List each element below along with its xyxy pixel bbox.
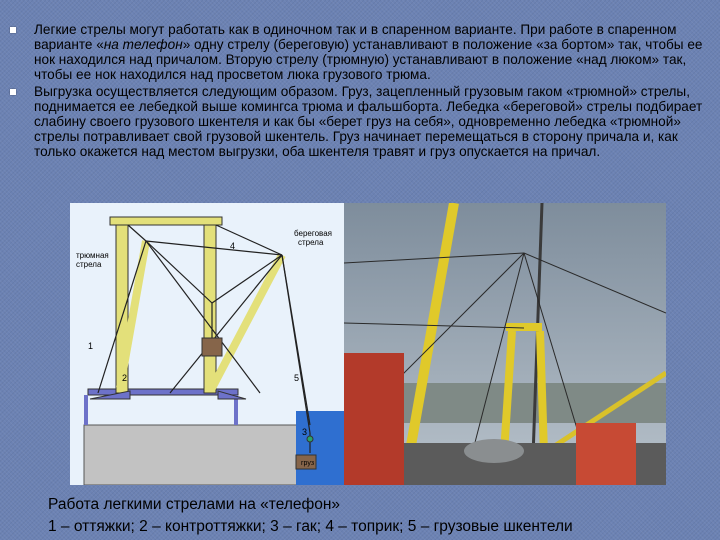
caption-title: Работа легкими стрелами на «телефон» <box>48 496 341 513</box>
photo-superstructure <box>344 353 404 485</box>
bullet-item <box>8 84 712 159</box>
bullet-list <box>8 22 712 159</box>
figure <box>70 203 666 485</box>
bullet-marker-icon <box>10 27 16 33</box>
bulwark-left <box>84 395 88 425</box>
figure-caption <box>48 494 708 538</box>
number-label-3: 3 <box>302 427 308 437</box>
mast-crossbar <box>110 217 222 225</box>
number-label-4: 4 <box>230 241 236 251</box>
number-label-1: 1 <box>88 341 94 351</box>
boom-diagram-drawing <box>70 203 344 485</box>
label-shore-boom-line2: стрела <box>298 238 324 247</box>
cargo-load-hanging <box>202 338 222 356</box>
label-hold-boom-line2: стрела <box>76 260 102 269</box>
bullet-emphasis: на телефон <box>103 37 183 52</box>
caption-legend: 1 – оттяжки; 2 – контроттяжки; 3 – гак; 4 – топрик; 5 – грузовые шкентели <box>48 518 573 535</box>
bullet-text: Выгрузка осуществляется следующим образом. Груз, зацепленный грузовым гаком «трюмной» стрелы, поднимается ее лебедкой выше комингса трюма и фальшборта. Лебедка «береговой» стрелы подбирает слабину своего грузового шкентеля и как бы «берет груз на себя», одновременно лебедка «трюмной» стрелы потравливает свой грузовой шкентель. Груз начинает перемещаться в сторону причала и, как только окажется над местом выгрузки, оба шкентеля травят и груз опускается на причал. <box>34 84 703 159</box>
ship-hull <box>84 425 302 485</box>
photo-crossbar <box>506 323 542 331</box>
bullet-marker-icon <box>10 89 16 95</box>
photo-post-right <box>540 331 544 453</box>
label-hold-boom-line1: трюмная <box>76 251 109 260</box>
number-label-2: 2 <box>122 373 128 383</box>
number-label-5: 5 <box>294 373 300 383</box>
photo-hatch <box>464 439 524 463</box>
ship-photo <box>344 203 666 485</box>
photo-winch-house <box>576 423 636 485</box>
bullet-text <box>34 22 712 82</box>
hook-icon <box>307 436 313 442</box>
bullet-item <box>8 22 712 82</box>
quay-water <box>296 411 344 485</box>
bullet-text-part: » одну стрелу (береговую) устанавливают в положение «за бортом» так, чтобы ее нок находился над причалом. Вторую стрелу (трюмную) устанавливают в положение «над люком» так, чтобы ее нок находился над просветом люка грузового трюма. <box>34 37 703 82</box>
label-shore-boom-line1: береговая <box>294 229 332 238</box>
bullet-text-part: Легкие стрелы могут работать как в одиночном так и в спаренном варианте. При работе в спаренном варианте « <box>34 22 677 52</box>
boom-diagram <box>70 203 344 485</box>
ship-photo-drawing <box>344 203 666 485</box>
label-cargo: груз <box>301 460 315 467</box>
